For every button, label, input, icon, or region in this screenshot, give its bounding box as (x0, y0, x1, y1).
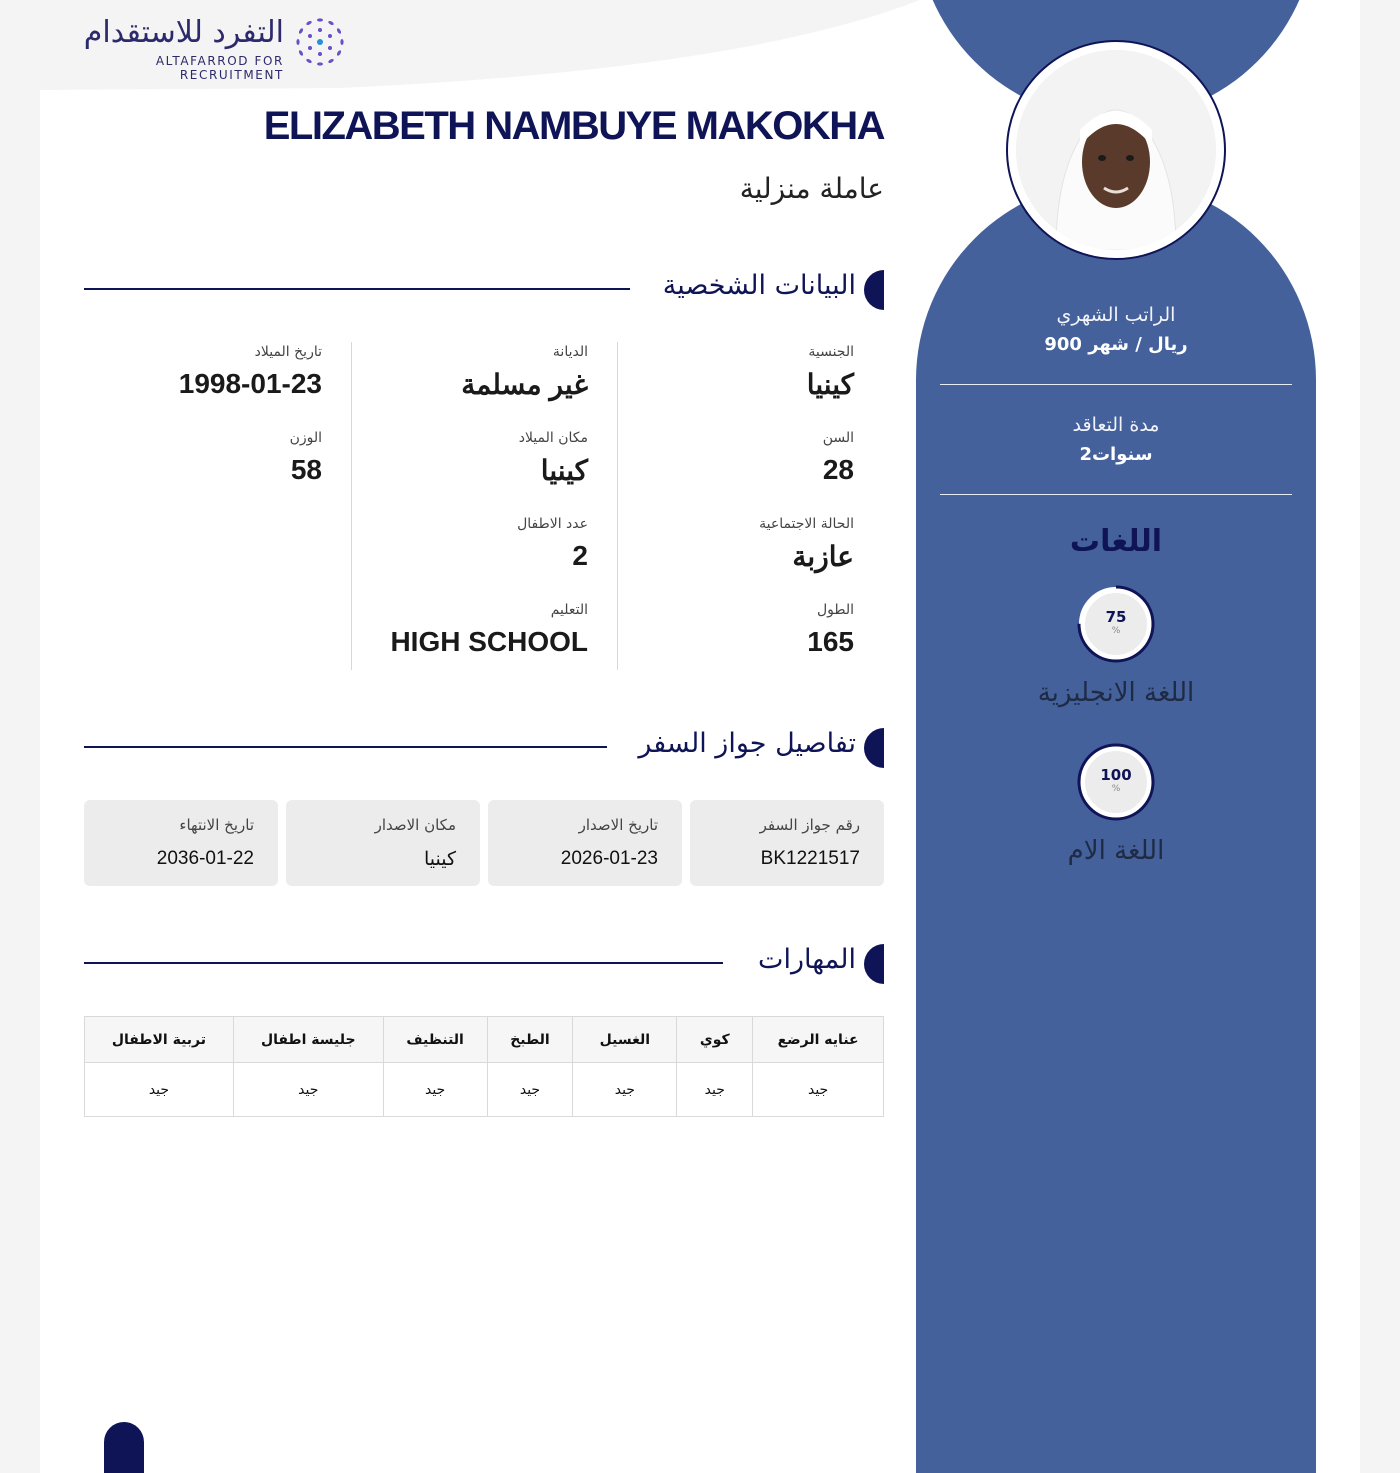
gauge-unit: % (1111, 784, 1121, 794)
field-value: كينيا (540, 455, 588, 486)
salary-value: 900 ريال / شهر (1044, 334, 1188, 355)
card-label: تاريخ الانتهاء (179, 816, 254, 834)
card-label: تاريخ الاصدار (578, 816, 658, 834)
logo-name-en: ALTAFARROD FOR RECRUITMENT (155, 54, 284, 82)
column-divider (617, 342, 618, 670)
field-value: غير مسلمة (461, 369, 588, 400)
skills-table (84, 1016, 884, 1117)
skill-header: الطبخ (487, 1017, 573, 1063)
section-personal-title: البيانات الشخصية (662, 270, 856, 301)
logo-mark-icon (292, 14, 348, 70)
field-birth-place (519, 430, 588, 487)
passport-issue-place-card (286, 800, 480, 886)
card-label: رقم جواز السفر (759, 816, 860, 834)
contract-info (940, 414, 1292, 465)
field-age (823, 430, 854, 486)
section-line (84, 746, 607, 748)
section-tab (864, 270, 884, 310)
sidebar-body (916, 180, 1316, 1473)
personal-column-1 (618, 340, 854, 670)
skill-value: جيد (487, 1063, 573, 1117)
field-label: الديانة (552, 344, 588, 360)
field-label: عدد الاطفال (517, 516, 588, 532)
field-label: الوزن (289, 430, 322, 446)
personal-column-3 (84, 340, 322, 670)
personal-data-grid (84, 340, 884, 670)
section-passport-header (84, 726, 884, 770)
skills-header-row (85, 1017, 884, 1063)
field-value: 58 (290, 454, 322, 485)
field-label: الطول (816, 602, 854, 618)
passport-number-card (690, 800, 884, 886)
column-divider (351, 342, 352, 670)
person-avatar-icon (1016, 50, 1216, 250)
profile-photo (1016, 50, 1216, 250)
field-value: عازبة (792, 541, 854, 572)
gauge-value: 75 (1105, 608, 1127, 626)
section-personal-header (84, 268, 884, 312)
skill-header: جليسة اطفال (233, 1017, 383, 1063)
profile-photo-frame (1006, 40, 1226, 260)
field-label: السن (822, 430, 854, 446)
sidebar (916, 0, 1316, 1473)
section-line (84, 288, 630, 290)
field-birth-date (179, 344, 322, 400)
salary-label: الراتب الشهري (1056, 304, 1176, 326)
section-line (84, 962, 723, 964)
field-value: HIGH SCHOOL (390, 626, 588, 657)
field-education (390, 602, 588, 658)
skill-header: كوي (677, 1017, 753, 1063)
field-value: 28 (822, 454, 854, 485)
language-name: اللغة الام (1067, 836, 1165, 866)
field-value: 165 (807, 626, 854, 657)
field-marital-status (759, 516, 854, 573)
job-title: عاملة منزلية (739, 172, 884, 205)
section-skills-title: المهارات (758, 944, 856, 975)
field-religion (461, 344, 588, 401)
skill-header: التنظيف (383, 1017, 487, 1063)
personal-column-2 (352, 340, 588, 670)
passport-expiry-card (84, 800, 278, 886)
field-weight (290, 430, 322, 486)
card-value: 2036-01-22 (156, 848, 254, 869)
company-logo (60, 14, 360, 82)
contract-label: مدة التعاقد (1072, 414, 1160, 436)
sidebar-divider (940, 384, 1292, 385)
skill-value: جيد (233, 1063, 383, 1117)
candidate-name: ELIZABETH NAMBUYE MAKOKHA (263, 104, 884, 148)
field-height (807, 602, 854, 658)
skills-value-row (85, 1063, 884, 1117)
passport-issue-date-card (488, 800, 682, 886)
card-value: كينيا (423, 849, 456, 870)
languages-title: اللغات (1069, 524, 1163, 559)
card-label: مكان الاصدار (374, 816, 456, 834)
footer-decoration (104, 1422, 144, 1473)
section-skills-header (84, 942, 884, 986)
field-children (517, 516, 588, 572)
language-name: اللغة الانجليزية (1037, 678, 1195, 708)
skill-header: الغسيل (573, 1017, 677, 1063)
field-value: 1998-01-23 (178, 368, 322, 399)
salary-info (940, 304, 1292, 355)
skill-value: جيد (753, 1063, 884, 1117)
logo-name-ar: التفرد للاستقدام (83, 15, 284, 50)
skill-header: عنايه الرضع (753, 1017, 884, 1063)
field-label: التعليم (550, 602, 588, 618)
field-label: الحالة الاجتماعية (759, 516, 854, 532)
section-tab (864, 728, 884, 768)
skill-value: جيد (383, 1063, 487, 1117)
gauge-value: 100 (1100, 766, 1132, 784)
card-value: BK1221517 (760, 848, 860, 869)
sidebar-divider (940, 494, 1292, 495)
skill-header: تربية الاطفال (85, 1017, 234, 1063)
language-gauge (1076, 584, 1156, 664)
field-nationality (807, 344, 854, 401)
field-value: كينيا (806, 369, 854, 400)
skill-value: جيد (677, 1063, 753, 1117)
card-value: 2026-01-23 (560, 848, 658, 869)
field-label: مكان الميلاد (518, 430, 588, 446)
skill-value: جيد (573, 1063, 677, 1117)
gauge-unit: % (1111, 626, 1121, 636)
field-label: الجنسية (808, 344, 854, 360)
field-value: 2 (572, 540, 588, 571)
section-passport-title: تفاصيل جواز السفر (638, 728, 856, 759)
field-label: تاريخ الميلاد (254, 344, 322, 360)
cv-page (40, 0, 1360, 1473)
language-gauge (1076, 742, 1156, 822)
passport-cards (84, 800, 884, 886)
section-tab (864, 944, 884, 984)
contract-value: 2سنوات (1079, 444, 1153, 465)
skill-value: جيد (85, 1063, 234, 1117)
